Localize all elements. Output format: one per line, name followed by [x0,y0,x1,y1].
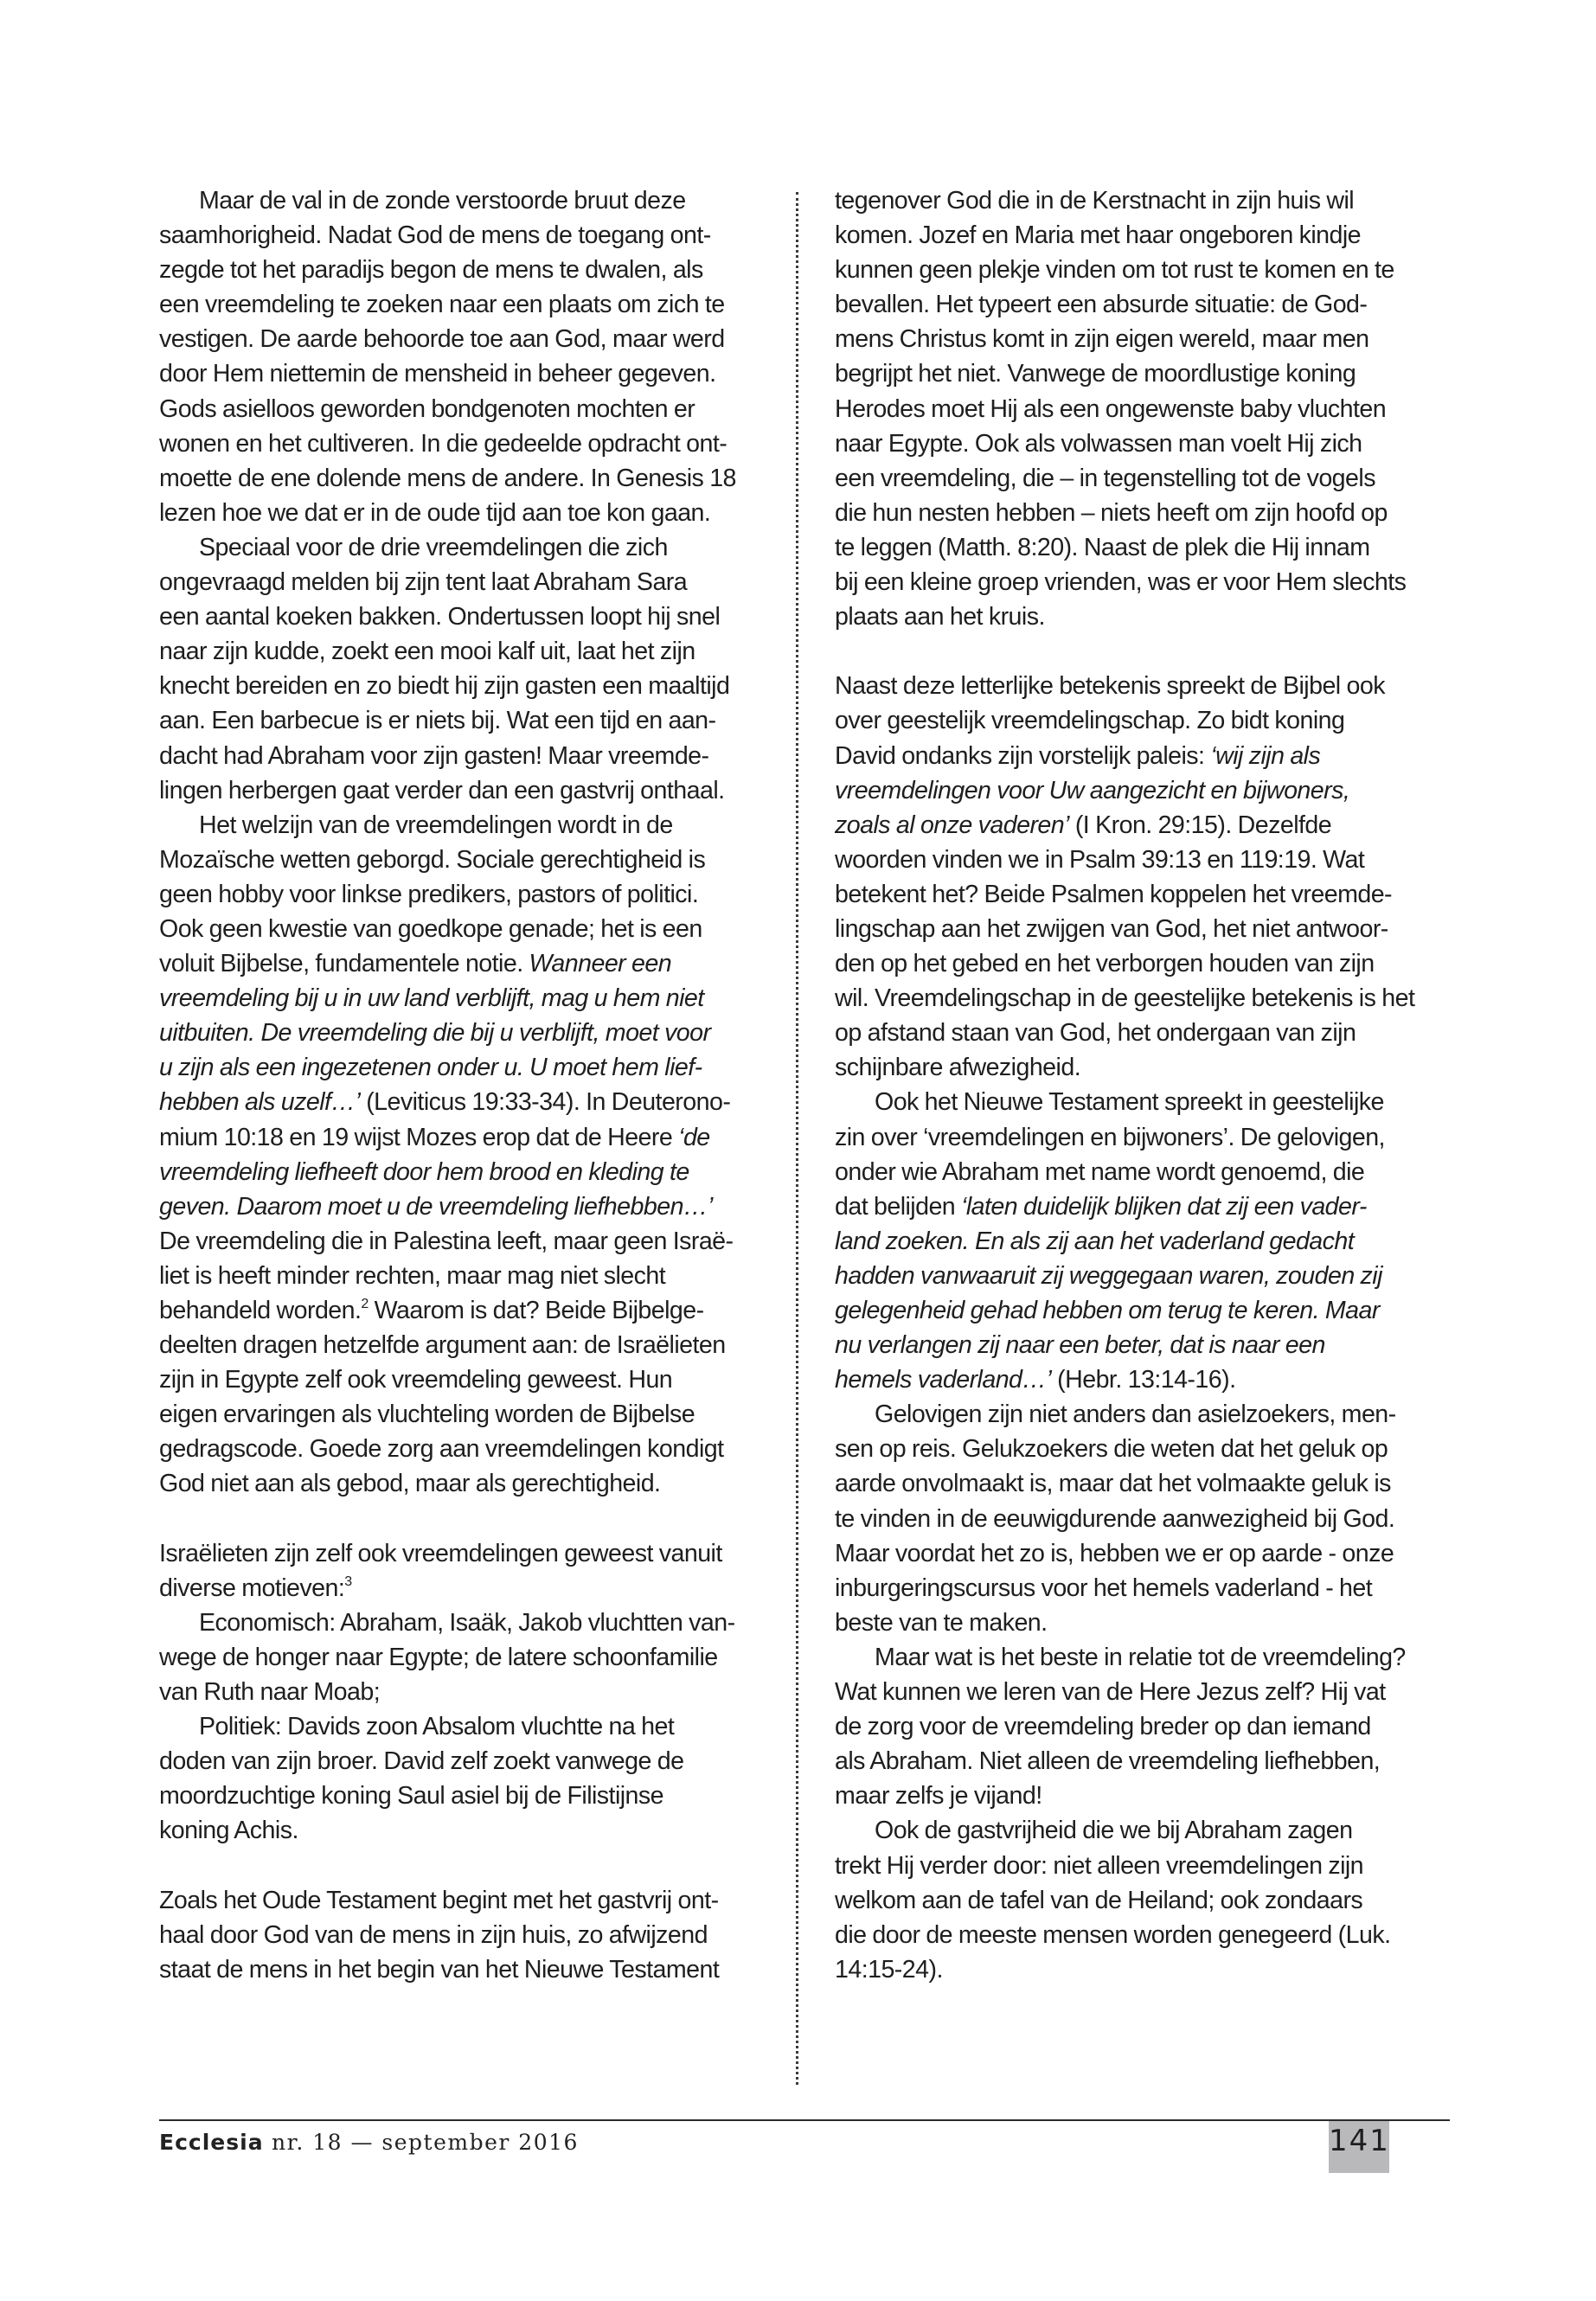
body-text: lezen hoe we dat er in de oude tijd aan toe kon gaan. [159,498,711,527]
body-text: te leggen (Matth. 8:20). Naast de plek die Hij innam [835,533,1370,561]
body-text: Het welzijn van de vreemdelingen wordt in de [199,811,673,839]
text-line [835,1085,1449,1119]
body-text: sen op reis. Gelukzoekers die weten dat het geluk op [835,1435,1388,1464]
text-line [835,392,1449,426]
text-line [159,1640,784,1675]
body-text: onder wie Abraham met name wordt genoemd, die [835,1157,1365,1186]
body-text: deelten dragen hetzelfde argument aan: de Israëlieten [159,1331,726,1360]
body-text: (Leviticus 19:33-34). In Deuterono- [360,1088,731,1117]
text-line [159,1259,784,1293]
body-text: zijn in Egypte zelf ook vreemdeling geweest. Hun [159,1366,673,1394]
body-text: doden van zijn broer. David zelf zoekt vanwege de [159,1747,684,1776]
text-line [835,912,1449,946]
body-text: bij een kleine groep vrienden, was er voor Hem slechts [835,568,1407,597]
text-line [159,461,784,496]
text-line [159,1432,784,1466]
body-text: den op het gebed en het verborgen houden van zijn [835,950,1375,978]
body-text: Gelovigen zijn niet anders dan asielzoekers, men- [875,1400,1396,1429]
quotation-text: ‘wij zijn als [1210,741,1321,770]
body-text: komen. Jozef en Maria met haar ongeboren kindje [835,221,1362,250]
text-line [835,1224,1449,1259]
body-text: ongevraagd melden bij zijn tent laat Abraham Sara [159,568,688,597]
text-line [835,599,1449,634]
text-line [159,1883,784,1918]
text-line [835,426,1449,461]
text-line [835,1918,1449,1952]
quotation-text: ‘de [678,1123,710,1151]
paragraph [159,1883,784,1987]
text-line [159,496,784,530]
quotation-text: Wanneer een [529,950,672,978]
body-text: Politiek: Davids zoon Absalom vluchtte na het [199,1713,675,1741]
paragraph [159,1536,784,1606]
text-line [159,1536,784,1571]
body-text: diverse motieven: [159,1574,345,1602]
text-line [159,1606,784,1640]
body-text: aarde onvolmaakt is, maar dat het volmaakte geluk is [835,1470,1391,1498]
text-line [159,1952,784,1987]
paragraph [159,183,784,530]
paragraph [835,183,1449,634]
body-text: als Abraham. Niet alleen de vreemdeling liefhebben, [835,1747,1381,1776]
body-text: David ondanks zijn vorstelijk paleis: [835,741,1211,770]
body-text: wonen en het cultiveren. In die gedeelde opdracht ont- [159,429,727,458]
body-text: Speciaal voor de drie vreemdelingen die zich [199,533,668,561]
text-line [835,1293,1449,1328]
body-text: Naast deze letterlijke betekenis spreekt de Bijbel ook [835,672,1385,701]
body-text: die door de meeste mensen worden genegeerd (Luk. [835,1920,1391,1949]
body-text: zegde tot het paradijs begon de mens te dwalen, als [159,256,703,285]
text-line [159,1918,784,1952]
footer-rule [159,2119,1450,2121]
body-text: geen hobby voor linkse predikers, pastors of politici. [159,880,699,908]
text-line [159,183,784,218]
body-text: saamhorigheid. Nadat God de mens de toegang ont- [159,221,711,250]
paragraph [159,808,784,1502]
body-text: behandeld worden. [159,1297,362,1324]
body-text: een vreemdeling te zoeken naar een plaats om zich te [159,291,725,319]
text-line [835,461,1449,496]
text-line [159,912,784,946]
body-text: te vinden in de eeuwigdurende aanwezigheid bij God. [835,1504,1395,1533]
body-text: Zoals het Oude Testament begint met het gastvrij ont- [159,1886,719,1914]
body-text: welkom aan de tafel van de Heiland; ook zondaars [835,1886,1363,1914]
body-text: Maar wat is het beste in relatie tot de vreemdeling? [875,1643,1406,1671]
text-line [159,1085,784,1119]
text-line [835,565,1449,599]
text-line [835,1189,1449,1224]
text-line [835,739,1449,773]
body-text: trekt Hij verder door: niet alleen vreemdelingen zijn [835,1851,1364,1880]
quotation-text: vreemdelingen voor Uw aangezicht en bijwoners, [835,776,1350,804]
body-text: schijnbare afwezigheid. [835,1054,1081,1082]
text-line [159,703,784,738]
paragraph [835,1085,1449,1397]
text-line [159,946,784,981]
text-line [835,669,1449,703]
text-line [159,1466,784,1501]
text-line [159,530,784,565]
paragraph [159,1709,784,1848]
text-line [159,1571,784,1606]
text-line [835,1432,1449,1466]
body-text: dat belijden [835,1192,962,1221]
quotation-text: hadden vanwaaruit zij weggegaan waren, zouden zij [835,1261,1382,1290]
text-line [159,253,784,287]
body-text: vestigen. De aarde behoorde toe aan God, maar werd [159,325,725,354]
page-number: 141 [1329,2121,1389,2173]
footer-issue-info [159,2130,579,2155]
text-line [159,1050,784,1085]
quotation-text: hemels vaderland…’ [835,1366,1052,1394]
body-text: Waarom is dat? Beide Bijbelge- [368,1297,704,1324]
text-line [835,1675,1449,1709]
body-text: die hun nesten hebben – niets heeft om zijn hoofd op [835,498,1388,527]
text-line [159,426,784,461]
body-text: inburgeringscursus voor het hemels vaderland - het [835,1574,1373,1602]
paragraph [159,1606,784,1709]
body-text: De vreemdeling die in Palestina leeft, maar geen Israë- [159,1227,734,1255]
text-line [835,253,1449,287]
text-line [159,808,784,843]
quotation-text: uitbuiten. De vreemdeling die bij u verblijft, moet voor [159,1019,711,1048]
body-text: Ook geen kwestie van goedkope genade; het is een [159,914,702,943]
body-text: koning Achis. [159,1817,298,1845]
text-line [835,1362,1449,1397]
body-text: op afstand staan van God, het ondergaan van zijn [835,1019,1356,1048]
text-line [159,981,784,1016]
text-line [835,1883,1449,1918]
body-text: naar zijn kudde, zoekt een mooi kalf uit, laat het zijn [159,638,695,666]
paragraph-gap [159,1849,784,1883]
body-text: mium 10:18 en 19 wijst Mozes erop dat de Heere [159,1123,679,1151]
paragraph [159,530,784,808]
quotation-text: nu verlangen zij naar een beter, dat is naar een [835,1331,1325,1360]
footnote-ref: 3 [344,1574,352,1589]
body-text: een vreemdeling, die – in tegenstelling tot de vogels [835,464,1375,492]
text-line [835,1466,1449,1501]
body-text: liet is heeft minder rechten, maar mag niet slecht [159,1261,666,1290]
body-text: wil. Vreemdelingschap in de geestelijke betekenis is het [835,984,1415,1013]
body-text: plaats aan het kruis. [835,603,1045,631]
text-line [835,1328,1449,1362]
paragraph [835,1640,1449,1813]
body-text: 14:15-24). [835,1955,943,1984]
text-line [159,392,784,426]
text-line [835,877,1449,912]
body-text: Ook het Nieuwe Testament spreekt in geestelijke [875,1088,1384,1117]
text-line [835,1120,1449,1155]
paragraph [835,1813,1449,1986]
text-line [159,1779,784,1813]
text-line [159,1675,784,1709]
text-line [159,1813,784,1848]
text-line [835,1744,1449,1779]
text-line [835,1016,1449,1050]
body-text: woorden vinden we in Psalm 39:13 en 119:19. Wat [835,845,1365,874]
text-line [159,1293,784,1328]
body-text: knecht bereiden en zo biedt hij zijn gasten een maaltijd [159,672,730,701]
body-text: Economisch: Abraham, Isaäk, Jakob vluchtten van- [199,1608,735,1637]
text-line [835,1952,1449,1987]
body-text: een aantal koeken bakken. Ondertussen loopt hij snel [159,603,721,631]
body-text: de zorg voor de vreemdeling breder op dan iemand [835,1713,1371,1741]
text-line [159,773,784,808]
text-line [159,565,784,599]
right-text-column [835,183,1449,1987]
body-text: aan. Een barbecue is er niets bij. Wat een tijd en aan- [159,707,716,735]
body-text: maar zelfs je vijand! [835,1782,1042,1811]
body-text: moordzuchtige koning Saul asiel bij de Filistijnse [159,1782,663,1811]
body-text: kunnen geen plekje vinden om tot rust te komen en te [835,256,1394,285]
text-line [835,218,1449,253]
text-line [835,1050,1449,1085]
text-line [835,1849,1449,1883]
text-line [835,322,1449,356]
text-line [835,1709,1449,1744]
text-line [159,1016,784,1050]
text-line [835,1779,1449,1813]
body-text: mens Christus komt in zijn eigen wereld, maar men [835,325,1369,354]
text-line [159,634,784,669]
text-line [835,946,1449,981]
text-line [159,218,784,253]
text-line [159,1744,784,1779]
text-line [835,1155,1449,1189]
body-text: God niet aan als gebod, maar als gerechtigheid. [159,1470,661,1498]
quotation-text: vreemdeling liefheeft door hem brood en kleding te [159,1157,689,1186]
text-line [835,843,1449,877]
body-text: gedragscode. Goede zorg aan vreemdelingen kondigt [159,1435,724,1464]
text-line [835,1571,1449,1606]
body-text: lingen herbergen gaat verder dan een gastvrij onthaal. [159,776,725,804]
text-line [159,739,784,773]
body-text: eigen ervaringen als vluchteling worden de Bijbelse [159,1400,695,1429]
paragraph-gap [835,634,1449,669]
body-text: begrijpt het niet. Vanwege de moordlustige koning [835,360,1356,388]
body-text: naar Egypte. Ook als volwassen man voelt Hij zich [835,429,1362,458]
paragraph [835,669,1449,1085]
text-line [159,356,784,391]
text-line [159,1328,784,1362]
body-text: tegenover God die in de Kerstnacht in zijn huis wil [835,187,1355,215]
body-text: haal door God van de mens in zijn huis, zo afwijzend [159,1920,708,1949]
body-text: over geestelijk vreemdelingschap. Zo bidt koning [835,707,1345,735]
body-text: dacht had Abraham voor zijn gasten! Maar vreemde- [159,741,709,770]
paragraph-gap [159,1502,784,1536]
text-line [835,183,1449,218]
quotation-text: hebben als uzelf…’ [159,1088,361,1117]
body-text: betekent het? Beide Psalmen koppelen het vreemde- [835,880,1393,908]
paragraph [835,1397,1449,1640]
text-line [835,1397,1449,1432]
text-line [159,669,784,703]
body-text: beste van te maken. [835,1608,1048,1637]
body-text: (I Kron. 29:15). Dezelfde [1068,811,1332,839]
body-text: Wat kunnen we leren van de Here Jezus zelf? Hij vat [835,1678,1386,1707]
body-text: wege de honger naar Egypte; de latere schoonfamilie [159,1643,718,1671]
text-line [159,599,784,634]
body-text: Maar voordat het zo is, hebben we er op aarde - onze [835,1539,1394,1567]
quotation-text: ‘laten duidelijk blijken dat zij een vader- [961,1192,1367,1221]
issue-label: nr. 18 — september 2016 [263,2130,579,2155]
text-line [835,808,1449,843]
text-line [835,496,1449,530]
text-line [835,1502,1449,1536]
footnote-ref: 2 [361,1297,369,1311]
body-text: door Hem niettemin de mensheid in beheer gegeven. [159,360,716,388]
text-line [159,1362,784,1397]
text-line [835,981,1449,1016]
text-line [159,843,784,877]
text-line [835,287,1449,322]
body-text: moette de ene dolende mens de andere. In Genesis 18 [159,464,736,492]
body-text: bevallen. Het typeert een absurde situatie: de God- [835,291,1368,319]
text-line [159,877,784,912]
quotation-text: vreemdeling bij u in uw land verblijft, mag u hem niet [159,984,704,1013]
text-line [835,1259,1449,1293]
body-text: lingschap aan het zwijgen van God, het niet antwoor- [835,914,1388,943]
body-text: (Hebr. 13:14-16). [1051,1366,1236,1394]
body-text: voluit Bijbelse, fundamentele notie. [159,950,529,978]
quotation-text: gelegenheid gehad hebben om terug te keren. Maar [835,1297,1380,1324]
text-line [159,322,784,356]
text-line [159,1224,784,1259]
body-text: Mozaïsche wetten geborgd. Sociale gerechtigheid is [159,845,706,874]
column-divider [796,192,798,2085]
quotation-text: zoals al onze vaderen’ [835,811,1069,839]
left-text-column [159,183,784,1987]
text-line [835,356,1449,391]
text-line [159,287,784,322]
body-text: van Ruth naar Moab; [159,1678,381,1707]
text-line [835,1640,1449,1675]
body-text: staat de mens in het begin van het Nieuwe Testament [159,1955,720,1984]
text-line [159,1397,784,1432]
text-line [835,773,1449,808]
quotation-text: geven. Daarom moet u de vreemdeling liefhebben…’ [159,1192,713,1221]
quotation-text: land zoeken. En als zij aan het vaderland gedacht [835,1227,1355,1255]
text-line [835,1606,1449,1640]
text-line [159,1155,784,1189]
body-text: Herodes moet Hij als een ongewenste baby vluchten [835,394,1387,423]
magazine-name: Ecclesia [159,2130,264,2155]
body-text: Ook de gastvrijheid die we bij Abraham zagen [875,1817,1353,1845]
body-text: zin over ‘vreemdelingen en bijwoners’. De gelovigen, [835,1123,1385,1151]
text-line [835,1536,1449,1571]
text-line [159,1120,784,1155]
text-line [159,1709,784,1744]
body-text: Maar de val in de zonde verstoorde bruut deze [199,187,686,215]
body-text: Gods asielloos geworden bondgenoten mochten er [159,394,695,423]
text-line [835,530,1449,565]
text-line [159,1189,784,1224]
body-text: Israëlieten zijn zelf ook vreemdelingen geweest vanuit [159,1539,722,1567]
quotation-text: u zijn als een ingezetenen onder u. U moet hem lief- [159,1054,702,1082]
text-line [835,703,1449,738]
text-line [835,1813,1449,1848]
